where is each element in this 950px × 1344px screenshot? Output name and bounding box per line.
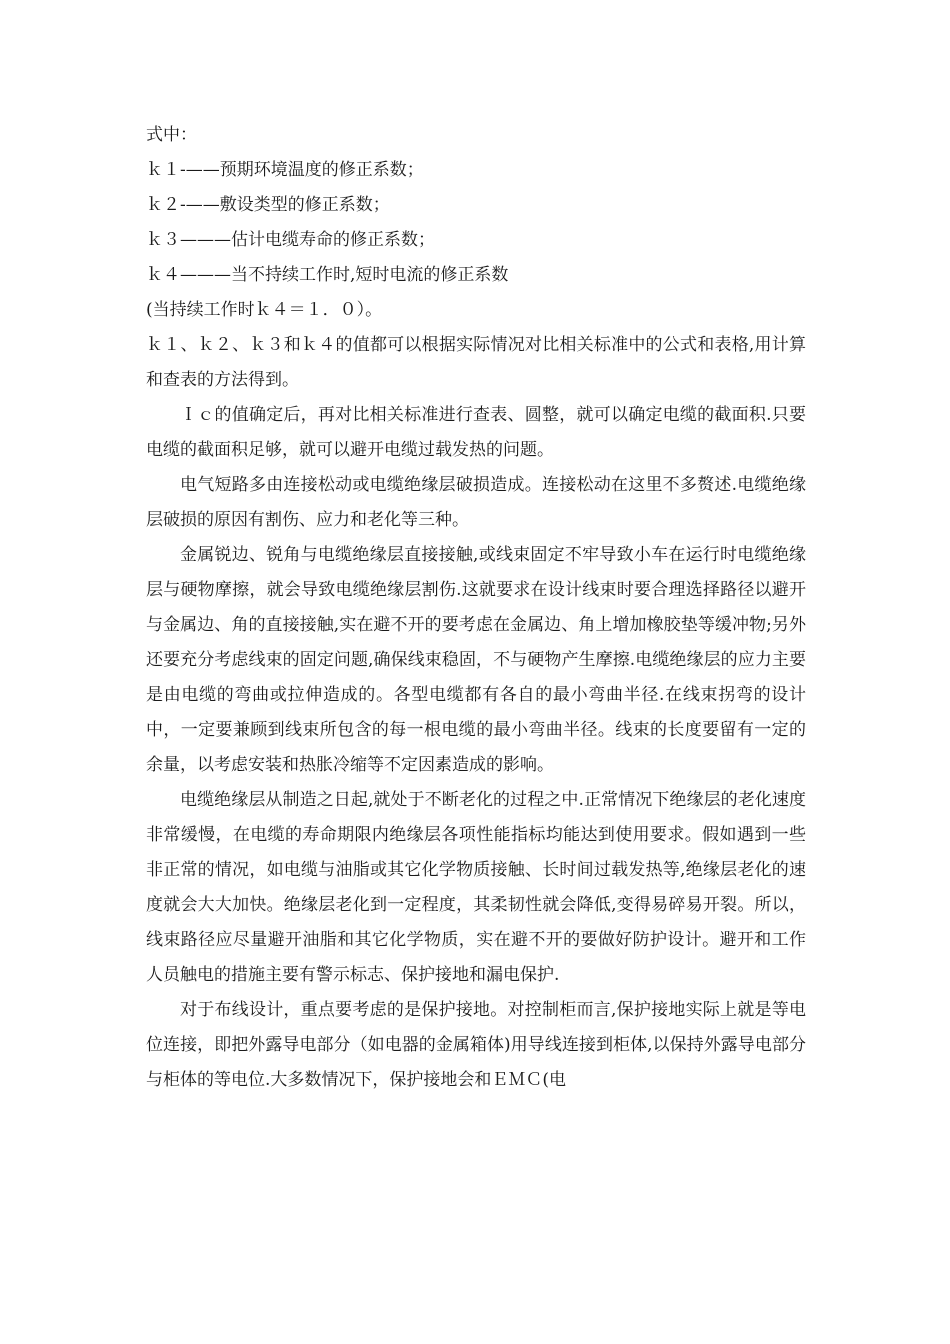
- k4-definition-line: ｋ４———当不持续工作时,短时电流的修正系数: [146, 265, 509, 285]
- k4-note-line: (当持续工作时ｋ４＝１．０）。: [146, 300, 383, 320]
- insulation-damage-paragraph: 金属锐边、锐角与电缆绝缘层直接接触,或线束固定不牢导致小车在运行时电缆绝缘层与硬物摩擦，就会导致电缆绝缘层割伤.这就要求在设计线束时要合理选择路径以避开与金属边、角的直接接触,实在避不开的要考虑在金属边、角上增加橡胶垫等缓冲物;另外还要充分考虑线束的固定问题,确保线束稳固，不与硬物产生摩擦.电缆绝缘层的应力主要是由电缆的弯曲或拉伸造成的。各型电缆都有各自的最小弯曲半径.在线束拐弯的设计中，一定要兼顾到线束所包含的每一根电缆的最小弯曲半径。线束的长度要留有一定的余量，以考虑安装和热胀冷缩等不定因素造成的影响。: [146, 545, 806, 775]
- coefficients-paragraph: ｋ１、ｋ２、ｋ３和ｋ４的值都可以根据实际情况对比相关标准中的公式和表格,用计算和查表的方法得到。: [146, 335, 806, 390]
- cross-section-paragraph: Ｉｃ的值确定后，再对比相关标准进行查表、圆整，就可以确定电缆的截面积.只要电缆的截面积足够，就可以避开电缆过载发热的问题。: [146, 405, 806, 460]
- k3-definition-line: ｋ３———估计电缆寿命的修正系数；: [146, 230, 435, 250]
- document-body: [146, 118, 806, 1098]
- formula-intro-line: 式中：: [146, 125, 197, 145]
- k1-definition-line: ｋ１-——预期环境温度的修正系数；: [146, 160, 424, 180]
- short-circuit-paragraph: 电气短路多由连接松动或电缆绝缘层破损造成。连接松动在这里不多赘述.电缆绝缘层破损的原因有割伤、应力和老化等三种。: [146, 475, 806, 530]
- insulation-aging-paragraph: 电缆绝缘层从制造之日起,就处于不断老化的过程之中.正常情况下绝缘层的老化速度非常缓慢，在电缆的寿命期限内绝缘层各项性能指标均能达到使用要求。假如遇到一些非正常的情况，如电缆与油脂或其它化学物质接触、长时间过载发热等,绝缘层老化的速度就会大大加快。绝缘层老化到一定程度，其柔韧性就会降低,变得易碎易开裂。所以，线束路径应尽量避开油脂和其它化学物质，实在避不开的要做好防护设计。避开和工作人员触电的措施主要有警示标志、保护接地和漏电保护.: [146, 790, 806, 985]
- grounding-paragraph: 对于布线设计，重点要考虑的是保护接地。对控制柜而言,保护接地实际上就是等电位连接，即把外露导电部分（如电器的金属箱体)用导线连接到柜体,以保持外露导电部分与柜体的等电位.大多数情况下，保护接地会和ＥＭＣ(电: [146, 1000, 806, 1090]
- k2-definition-line: ｋ２-——敷设类型的修正系数；: [146, 195, 390, 215]
